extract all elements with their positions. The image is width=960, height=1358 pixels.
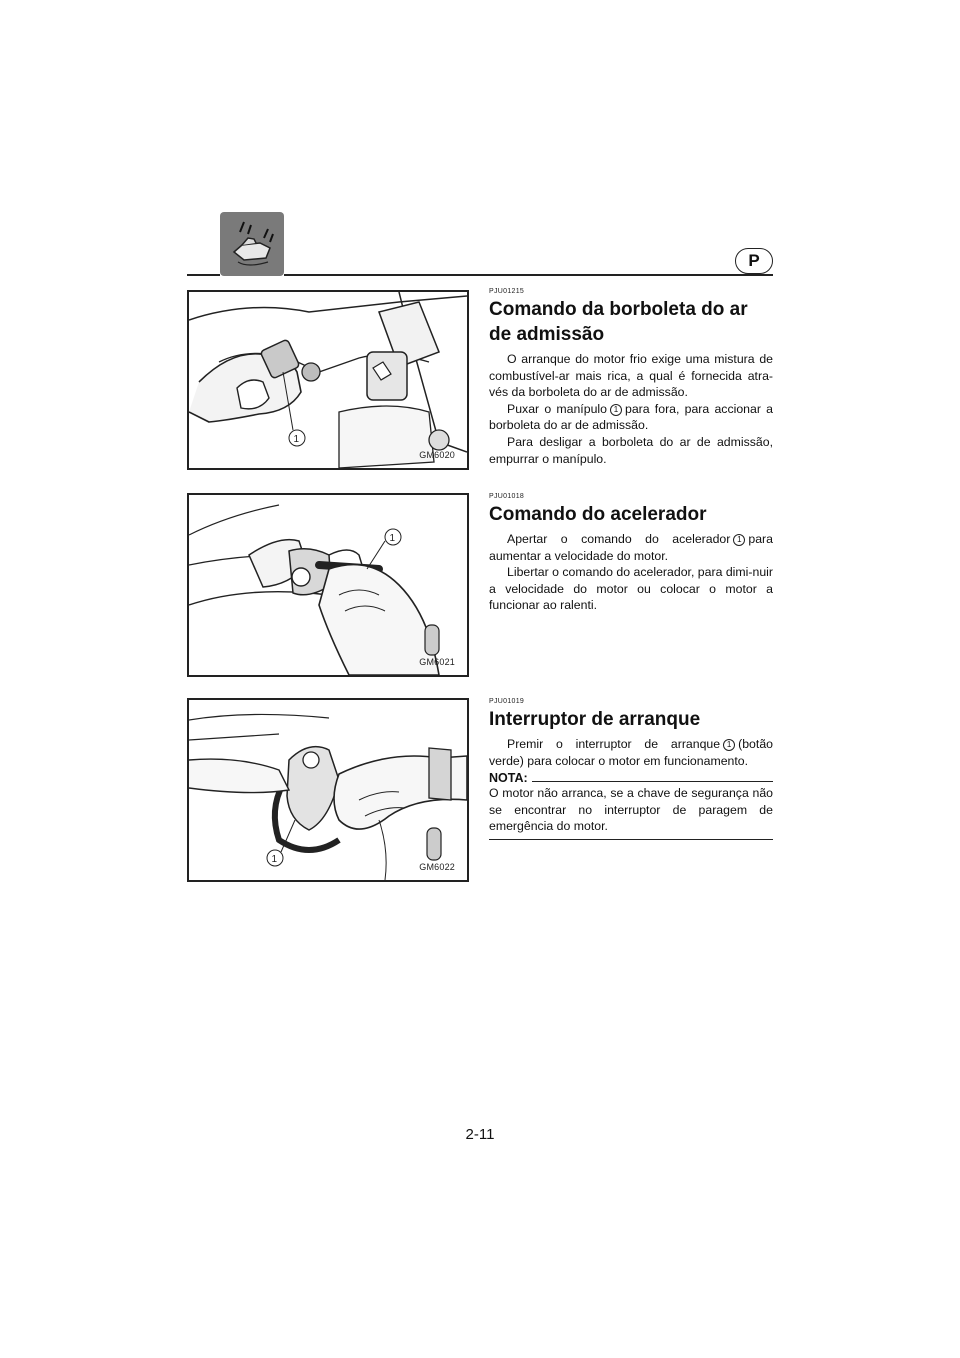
- callout-marker: 1: [610, 404, 622, 416]
- body-paragraph: Premir o interruptor de arranque 1 (botão verde) para colocar o motor em funcionamento.: [489, 737, 773, 768]
- note-header: [489, 771, 773, 785]
- section-title: Comando da borboleta do ar de admissão: [489, 299, 748, 345]
- section-code: PJU01018: [489, 493, 525, 500]
- body-paragraph: Libertar o comando do acelerador, para dimi-nuir a velocidade do motor ou colocar o motor a funcionar ao ralenti.: [489, 565, 773, 613]
- watercraft-rider-icon: [220, 212, 284, 276]
- note-text: O motor não arranca, se a chave de segurança não se encontrar no interruptor de paragem de emergência do motor.: [489, 786, 773, 834]
- note-rule: [532, 781, 773, 782]
- figure-code: GM6021: [419, 657, 455, 667]
- figure-callout: 1: [271, 854, 278, 865]
- section-throttle: [489, 493, 773, 614]
- section-code: PJU01019: [489, 698, 525, 705]
- section-choke: [489, 288, 773, 467]
- throttle-lever-figure: [187, 493, 469, 677]
- page-number: 2-11: [465, 1126, 495, 1143]
- figure-callout: 1: [389, 533, 396, 544]
- body-paragraph: Apertar o comando do acelerador 1 para aumentar a velocidade do motor.: [489, 532, 773, 563]
- note-label: NOTA:: [489, 771, 528, 786]
- body-paragraph: O arranque do motor frio exige uma mistura de combustível-ar mais rica, a qual é fornecida atra-vés da borboleta do ar de admissão.: [489, 352, 773, 400]
- section-code: PJU01215: [489, 288, 525, 295]
- section-title: Interruptor de arranque: [489, 709, 701, 730]
- section-start-switch: [489, 698, 773, 840]
- body-paragraph: Para desligar a borboleta do ar de admissão, empurrar o manípulo.: [489, 434, 773, 466]
- figure-code: GM6022: [419, 862, 455, 872]
- note-end-rule: [489, 839, 773, 840]
- callout-marker: 1: [733, 534, 745, 546]
- figure-callout: 1: [293, 434, 300, 445]
- start-switch-figure: [187, 698, 469, 882]
- body-paragraph: Puxar o manípulo 1 para fora, para accionar a borboleta do ar de admissão.: [489, 401, 773, 433]
- callout-marker: 1: [723, 739, 735, 751]
- figure-code: GM6020: [419, 450, 455, 460]
- choke-knob-figure: [187, 290, 469, 470]
- header-rule-left: [187, 274, 220, 276]
- section-title: Comando do acelerador: [489, 504, 707, 525]
- language-badge: P: [735, 248, 773, 274]
- header-rule-right: [284, 274, 773, 276]
